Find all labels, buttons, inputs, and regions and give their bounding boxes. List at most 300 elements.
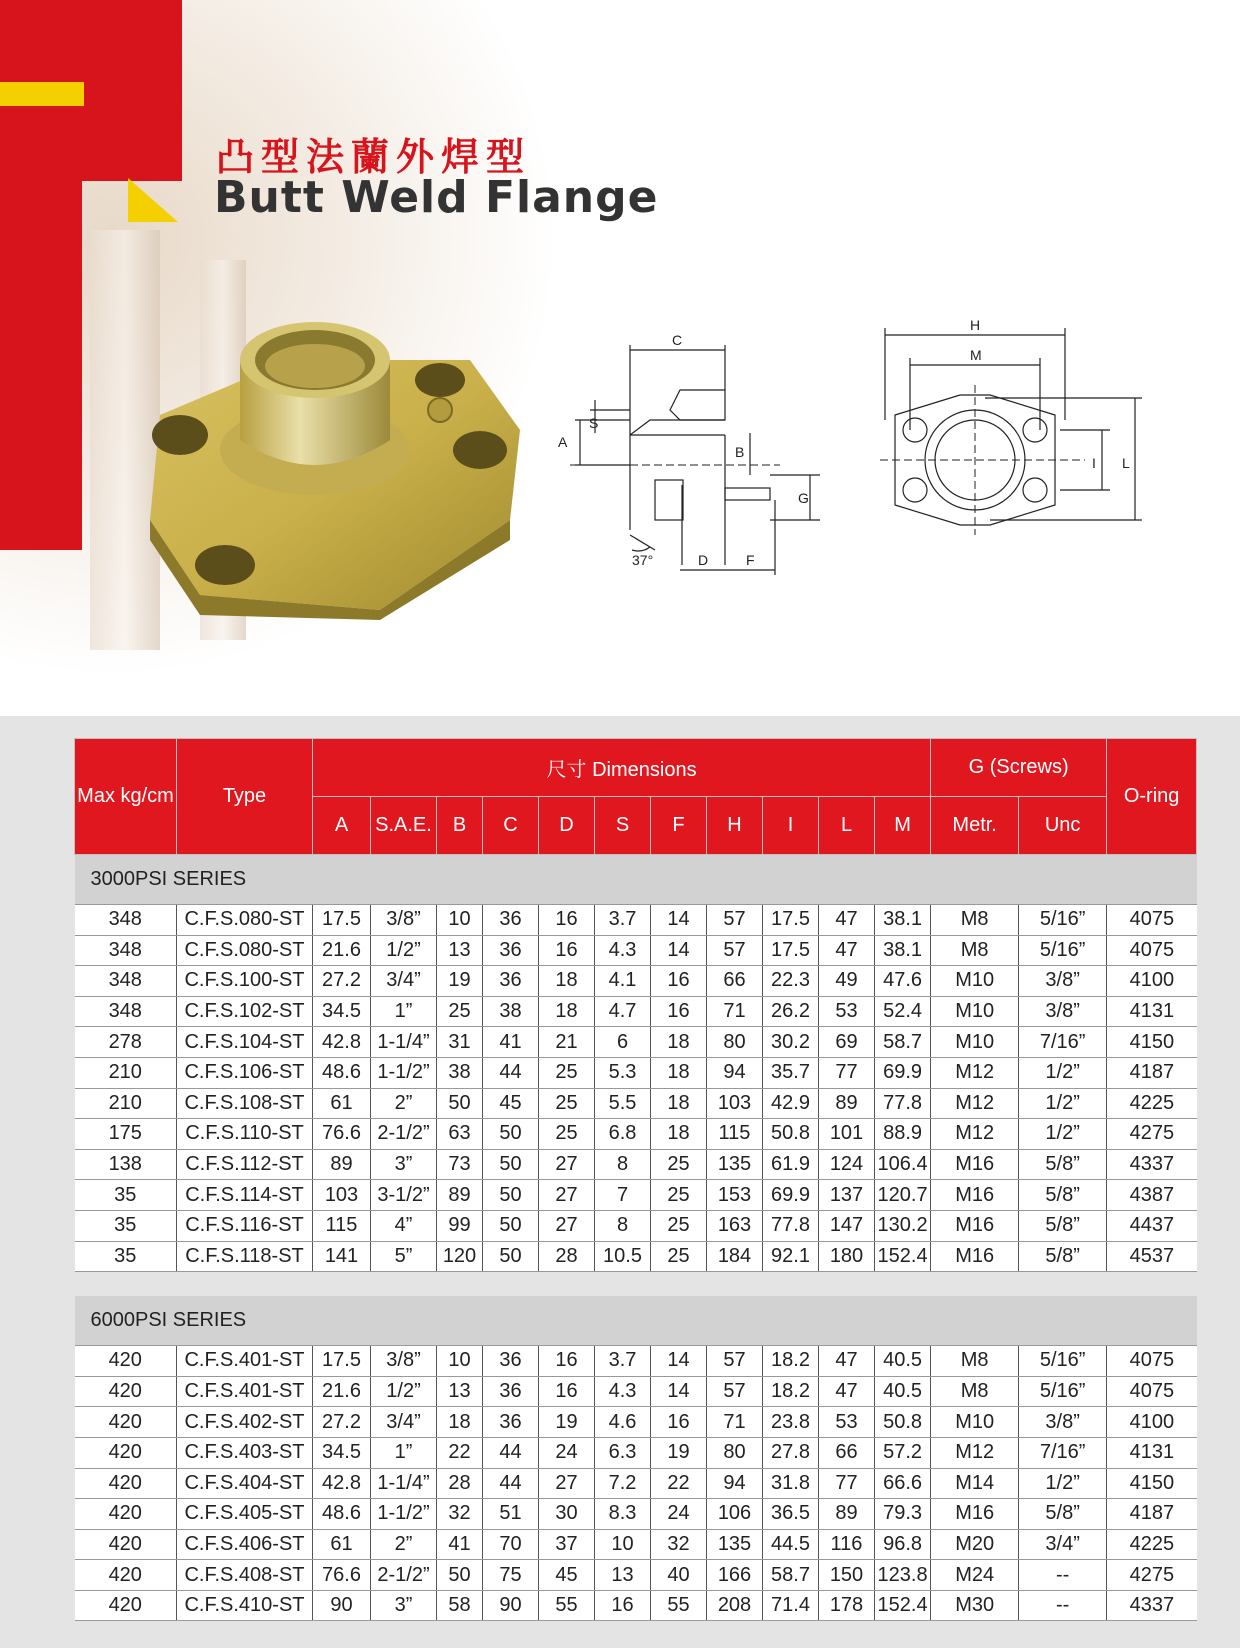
table-cell: 116	[819, 1529, 875, 1560]
table-cell: 5/8”	[1019, 1149, 1107, 1180]
table-cell: 4437	[1107, 1210, 1197, 1241]
table-cell: 18	[651, 1027, 707, 1058]
table-cell: 50.8	[875, 1407, 931, 1438]
table-cell: 38.1	[875, 905, 931, 936]
table-cell: 123.8	[875, 1560, 931, 1591]
table-cell: 1-1/4”	[371, 1468, 437, 1499]
table-cell: 36	[483, 905, 539, 936]
table-cell: 4075	[1107, 905, 1197, 936]
table-cell: 2-1/2”	[371, 1119, 437, 1150]
table-cell: 77	[819, 1057, 875, 1088]
dimension-g-label: G	[798, 490, 809, 506]
table-cell: 50	[483, 1119, 539, 1150]
table-cell: 18.2	[763, 1376, 819, 1407]
table-cell: 27.2	[313, 966, 371, 997]
table-cell: 16	[539, 1346, 595, 1377]
table-cell: 5/8”	[1019, 1180, 1107, 1211]
table-cell: 38	[483, 996, 539, 1027]
table-cell: 32	[651, 1529, 707, 1560]
table-cell: 47.6	[875, 966, 931, 997]
table-cell: 45	[539, 1560, 595, 1591]
table-row	[75, 1346, 1197, 1377]
table-cell: 57	[707, 1376, 763, 1407]
table-cell: M16	[931, 1499, 1019, 1530]
table-cell: 4.1	[595, 966, 651, 997]
table-cell: 44.5	[763, 1529, 819, 1560]
table-cell: 16	[539, 1376, 595, 1407]
table-cell: C.F.S.401-ST	[177, 1376, 313, 1407]
table-cell: M10	[931, 1027, 1019, 1058]
table-cell: C.F.S.112-ST	[177, 1149, 313, 1180]
table-cell: 3/8”	[1019, 1407, 1107, 1438]
table-cell: 4.6	[595, 1407, 651, 1438]
table-cell: 94	[707, 1057, 763, 1088]
table-cell: 45	[483, 1088, 539, 1119]
table-cell: 4225	[1107, 1088, 1197, 1119]
table-cell: 27	[539, 1149, 595, 1180]
table-cell: 106.4	[875, 1149, 931, 1180]
table-cell: 27	[539, 1468, 595, 1499]
dimension-s-label: S	[589, 415, 599, 431]
table-cell: C.F.S.408-ST	[177, 1560, 313, 1591]
table-cell: 1-1/2”	[371, 1057, 437, 1088]
dimension-a-label: A	[558, 434, 568, 450]
table-cell: 10	[437, 905, 483, 936]
table-cell: 30	[539, 1499, 595, 1530]
table-cell: 25	[539, 1088, 595, 1119]
table-row	[75, 1407, 1197, 1438]
table-cell: 420	[75, 1407, 177, 1438]
column-header: F	[651, 797, 707, 855]
table-cell: 36.5	[763, 1499, 819, 1530]
table-cell: 48.6	[313, 1499, 371, 1530]
table-cell: 14	[651, 1346, 707, 1377]
table-cell: 2”	[371, 1088, 437, 1119]
table-cell: 21	[539, 1027, 595, 1058]
table-cell: 184	[707, 1241, 763, 1272]
table-cell: 24	[651, 1499, 707, 1530]
table-cell: 4187	[1107, 1499, 1197, 1530]
table-cell: 8.3	[595, 1499, 651, 1530]
table-cell: 80	[707, 1437, 763, 1468]
table-cell: 135	[707, 1149, 763, 1180]
table-cell: 4”	[371, 1210, 437, 1241]
table-cell: 80	[707, 1027, 763, 1058]
table-cell: 18	[651, 1119, 707, 1150]
table-cell: M16	[931, 1210, 1019, 1241]
table-cell: 17.5	[313, 1346, 371, 1377]
table-cell: 3/4”	[1019, 1529, 1107, 1560]
table-row	[75, 1529, 1197, 1560]
table-cell: 8	[595, 1149, 651, 1180]
table-cell: 35	[75, 1241, 177, 1272]
table-cell: 17.5	[313, 905, 371, 936]
table-row	[75, 1180, 1197, 1211]
table-cell: 101	[819, 1119, 875, 1150]
table-cell: 5/16”	[1019, 905, 1107, 936]
flange-product-photo	[140, 320, 540, 620]
header-oring: O-ring	[1107, 739, 1197, 855]
column-header: H	[707, 797, 763, 855]
series-title: 3000PSI SERIES	[75, 855, 1197, 905]
table-cell: 420	[75, 1437, 177, 1468]
table-cell: 61	[313, 1529, 371, 1560]
dimension-h-label: H	[970, 317, 981, 333]
table-cell: 18.2	[763, 1346, 819, 1377]
table-cell: 18	[651, 1088, 707, 1119]
table-cell: 69.9	[763, 1180, 819, 1211]
table-cell: 69.9	[875, 1057, 931, 1088]
table-cell: 5.5	[595, 1088, 651, 1119]
table-row	[75, 1560, 1197, 1591]
table-cell: 348	[75, 966, 177, 997]
column-header: Unc	[1019, 797, 1107, 855]
table-cell: 1/2”	[371, 935, 437, 966]
table-cell: 2-1/2”	[371, 1560, 437, 1591]
table-cell: 18	[539, 996, 595, 1027]
table-cell: 19	[651, 1437, 707, 1468]
table-cell: 36	[483, 1346, 539, 1377]
table-cell: 35.7	[763, 1057, 819, 1088]
table-cell: 348	[75, 905, 177, 936]
page-title-chinese: 凸型法蘭外焊型	[216, 135, 532, 179]
table-cell: 14	[651, 905, 707, 936]
table-cell: C.F.S.405-ST	[177, 1499, 313, 1530]
table-cell: 18	[437, 1407, 483, 1438]
table-cell: 103	[707, 1088, 763, 1119]
table-cell: 28	[437, 1468, 483, 1499]
table-cell: 4537	[1107, 1241, 1197, 1272]
table-cell: 31	[437, 1027, 483, 1058]
table-cell: 5”	[371, 1241, 437, 1272]
table-cell: 38	[437, 1057, 483, 1088]
table-cell: C.F.S.110-ST	[177, 1119, 313, 1150]
table-cell: --	[1019, 1590, 1107, 1621]
table-cell: 17.5	[763, 905, 819, 936]
table-cell: 3/8”	[371, 905, 437, 936]
table-cell: 21.6	[313, 935, 371, 966]
table-cell: 5.3	[595, 1057, 651, 1088]
table-cell: 41	[437, 1529, 483, 1560]
table-cell: 4075	[1107, 1376, 1197, 1407]
table-cell: 124	[819, 1149, 875, 1180]
table-cell: 31.8	[763, 1468, 819, 1499]
table-cell: 1”	[371, 1437, 437, 1468]
table-cell: 1/2”	[1019, 1468, 1107, 1499]
table-cell: 55	[539, 1590, 595, 1621]
table-cell: 115	[707, 1119, 763, 1150]
column-header: S	[595, 797, 651, 855]
table-cell: 36	[483, 1407, 539, 1438]
dimension-i-label: I	[1092, 455, 1096, 471]
table-cell: C.F.S.410-ST	[177, 1590, 313, 1621]
table-cell: 16	[651, 1407, 707, 1438]
table-cell: 44	[483, 1468, 539, 1499]
table-cell: 88.9	[875, 1119, 931, 1150]
table-cell: 94	[707, 1468, 763, 1499]
table-cell: 75	[483, 1560, 539, 1591]
column-header: A	[313, 797, 371, 855]
table-cell: 76.6	[313, 1119, 371, 1150]
table-cell: 16	[595, 1590, 651, 1621]
table-row	[75, 1437, 1197, 1468]
table-cell: 47	[819, 935, 875, 966]
flange-side-view-drawing	[558, 325, 830, 615]
table-row	[75, 1027, 1197, 1058]
table-cell: 73	[437, 1149, 483, 1180]
table-cell: 178	[819, 1590, 875, 1621]
dimension-c-label: C	[672, 332, 683, 348]
table-cell: 89	[819, 1088, 875, 1119]
table-cell: 420	[75, 1468, 177, 1499]
table-cell: C.F.S.106-ST	[177, 1057, 313, 1088]
dimension-f-label: F	[746, 552, 755, 568]
table-cell: 77.8	[763, 1210, 819, 1241]
table-cell: 63	[437, 1119, 483, 1150]
table-cell: 120.7	[875, 1180, 931, 1211]
table-cell: 30.2	[763, 1027, 819, 1058]
table-cell: 58.7	[875, 1027, 931, 1058]
table-cell: 36	[483, 1376, 539, 1407]
column-header: L	[819, 797, 875, 855]
table-cell: 77	[819, 1468, 875, 1499]
table-cell: 77.8	[875, 1088, 931, 1119]
table-cell: 50	[437, 1088, 483, 1119]
table-cell: 3/8”	[1019, 996, 1107, 1027]
column-header: M	[875, 797, 931, 855]
table-cell: 153	[707, 1180, 763, 1211]
header-max: Max kg/cm	[75, 739, 177, 855]
yellow-decoration-triangle	[128, 178, 178, 222]
table-cell: 147	[819, 1210, 875, 1241]
table-cell: 89	[313, 1149, 371, 1180]
table-cell: 51	[483, 1499, 539, 1530]
table-cell: --	[1019, 1560, 1107, 1591]
table-cell: 23.8	[763, 1407, 819, 1438]
dimension-l-label: L	[1122, 455, 1130, 471]
table-cell: 40.5	[875, 1346, 931, 1377]
table-cell: M10	[931, 1407, 1019, 1438]
table-cell: C.F.S.118-ST	[177, 1241, 313, 1272]
table-row	[75, 1468, 1197, 1499]
table-cell: 57	[707, 1346, 763, 1377]
table-cell: 90	[313, 1590, 371, 1621]
table-cell: 27	[539, 1180, 595, 1211]
table-cell: 4275	[1107, 1560, 1197, 1591]
table-cell: 420	[75, 1529, 177, 1560]
table-cell: 130.2	[875, 1210, 931, 1241]
table-cell: 27.2	[313, 1407, 371, 1438]
table-cell: 42.8	[313, 1468, 371, 1499]
table-cell: M12	[931, 1057, 1019, 1088]
table-cell: 348	[75, 996, 177, 1027]
table-cell: 35	[75, 1180, 177, 1211]
table-cell: 16	[539, 905, 595, 936]
header-type: Type	[177, 739, 313, 855]
table-cell: 61.9	[763, 1149, 819, 1180]
table-cell: C.F.S.104-ST	[177, 1027, 313, 1058]
table-cell: 7	[595, 1180, 651, 1211]
table-cell: 44	[483, 1437, 539, 1468]
table-cell: 53	[819, 1407, 875, 1438]
table-cell: 4337	[1107, 1590, 1197, 1621]
series-header-row	[75, 1296, 1197, 1346]
table-cell: 42.9	[763, 1088, 819, 1119]
table-cell: 19	[437, 966, 483, 997]
table-cell: 50	[437, 1560, 483, 1591]
table-cell: 89	[819, 1499, 875, 1530]
table-cell: 3”	[371, 1590, 437, 1621]
table-cell: 4225	[1107, 1529, 1197, 1560]
table-row	[75, 1119, 1197, 1150]
table-cell: 34.5	[313, 1437, 371, 1468]
dimension-d-label: D	[698, 552, 709, 568]
table-cell: 47	[819, 1376, 875, 1407]
table-cell: 1/2”	[371, 1376, 437, 1407]
table-cell: 89	[437, 1180, 483, 1211]
table-cell: 2”	[371, 1529, 437, 1560]
table-row	[75, 1376, 1197, 1407]
table-cell: 92.1	[763, 1241, 819, 1272]
table-cell: C.F.S.403-ST	[177, 1437, 313, 1468]
table-cell: C.F.S.080-ST	[177, 905, 313, 936]
table-cell: 19	[539, 1407, 595, 1438]
table-cell: 420	[75, 1376, 177, 1407]
table-cell: 420	[75, 1590, 177, 1621]
table-cell: 69	[819, 1027, 875, 1058]
table-cell: 26.2	[763, 996, 819, 1027]
red-decoration-block	[82, 0, 182, 115]
table-cell: 70	[483, 1529, 539, 1560]
table-cell: 1-1/2”	[371, 1499, 437, 1530]
table-cell: M16	[931, 1149, 1019, 1180]
table-cell: 18	[539, 966, 595, 997]
table-cell: 5/16”	[1019, 935, 1107, 966]
table-cell: 152.4	[875, 1590, 931, 1621]
table-cell: 41	[483, 1027, 539, 1058]
table-cell: 13	[437, 1376, 483, 1407]
table-cell: 420	[75, 1499, 177, 1530]
table-cell: M10	[931, 996, 1019, 1027]
table-cell: 3”	[371, 1149, 437, 1180]
table-cell: 3/8”	[1019, 966, 1107, 997]
table-cell: 4131	[1107, 1437, 1197, 1468]
table-cell: 61	[313, 1088, 371, 1119]
table-cell: 50	[483, 1241, 539, 1272]
table-cell: M12	[931, 1437, 1019, 1468]
table-cell: C.F.S.080-ST	[177, 935, 313, 966]
table-cell: 106	[707, 1499, 763, 1530]
table-row	[75, 1210, 1197, 1241]
table-row	[75, 1241, 1197, 1272]
table-cell: 24	[539, 1437, 595, 1468]
table-row	[75, 1499, 1197, 1530]
table-cell: 36	[483, 935, 539, 966]
table-cell: 47	[819, 1346, 875, 1377]
header-dimensions: 尺寸 Dimensions	[313, 739, 931, 797]
table-cell: M16	[931, 1180, 1019, 1211]
table-row	[75, 1590, 1197, 1621]
table-cell: 3/8”	[371, 1346, 437, 1377]
table-cell: C.F.S.401-ST	[177, 1346, 313, 1377]
table-cell: 52.4	[875, 996, 931, 1027]
table-cell: 38.1	[875, 935, 931, 966]
table-cell: 5/8”	[1019, 1241, 1107, 1272]
table-cell: 4.7	[595, 996, 651, 1027]
table-cell: 420	[75, 1560, 177, 1591]
table-cell: M16	[931, 1241, 1019, 1272]
series-spacer	[75, 1272, 1197, 1296]
table-cell: 6.3	[595, 1437, 651, 1468]
table-cell: M8	[931, 905, 1019, 936]
table-cell: 10	[437, 1346, 483, 1377]
table-cell: C.F.S.116-ST	[177, 1210, 313, 1241]
table-cell: 32	[437, 1499, 483, 1530]
table-cell: 79.3	[875, 1499, 931, 1530]
table-cell: 25	[651, 1149, 707, 1180]
table-cell: M14	[931, 1468, 1019, 1499]
table-cell: M10	[931, 966, 1019, 997]
series-title: 6000PSI SERIES	[75, 1296, 1197, 1346]
column-header: C	[483, 797, 539, 855]
table-cell: 99	[437, 1210, 483, 1241]
table-cell: M24	[931, 1560, 1019, 1591]
table-cell: 13	[595, 1560, 651, 1591]
table-cell: 4.3	[595, 1376, 651, 1407]
table-cell: 1-1/4”	[371, 1027, 437, 1058]
red-decoration-bar	[0, 115, 182, 181]
table-cell: 4150	[1107, 1468, 1197, 1499]
table-cell: 40	[651, 1560, 707, 1591]
table-cell: 4387	[1107, 1180, 1197, 1211]
table-cell: 135	[707, 1529, 763, 1560]
table-cell: 180	[819, 1241, 875, 1272]
table-row	[75, 905, 1197, 936]
table-cell: 22	[437, 1437, 483, 1468]
table-cell: 22	[651, 1468, 707, 1499]
table-cell: 5/8”	[1019, 1499, 1107, 1530]
table-cell: 27.8	[763, 1437, 819, 1468]
table-cell: 40.5	[875, 1376, 931, 1407]
table-row	[75, 1057, 1197, 1088]
table-cell: 5/8”	[1019, 1210, 1107, 1241]
table-cell: 25	[651, 1210, 707, 1241]
table-cell: 48.6	[313, 1057, 371, 1088]
table-cell: 47	[819, 905, 875, 936]
table-cell: 42.8	[313, 1027, 371, 1058]
table-cell: 8	[595, 1210, 651, 1241]
table-cell: M12	[931, 1088, 1019, 1119]
table-cell: M8	[931, 935, 1019, 966]
table-cell: C.F.S.404-ST	[177, 1468, 313, 1499]
yellow-decoration-bar	[0, 82, 84, 106]
table-cell: 16	[651, 996, 707, 1027]
table-cell: 6	[595, 1027, 651, 1058]
table-cell: 7.2	[595, 1468, 651, 1499]
page-title: Butt Weld Flange	[214, 172, 659, 223]
table-cell: 13	[437, 935, 483, 966]
table-cell: 57	[707, 935, 763, 966]
column-header: B	[437, 797, 483, 855]
table-cell: 27	[539, 1210, 595, 1241]
flange-front-view-drawing	[870, 317, 1150, 570]
column-header: S.A.E.	[371, 797, 437, 855]
table-cell: 25	[539, 1119, 595, 1150]
table-cell: 66	[707, 966, 763, 997]
table-cell: 210	[75, 1057, 177, 1088]
table-cell: M20	[931, 1529, 1019, 1560]
table-cell: C.F.S.102-ST	[177, 996, 313, 1027]
